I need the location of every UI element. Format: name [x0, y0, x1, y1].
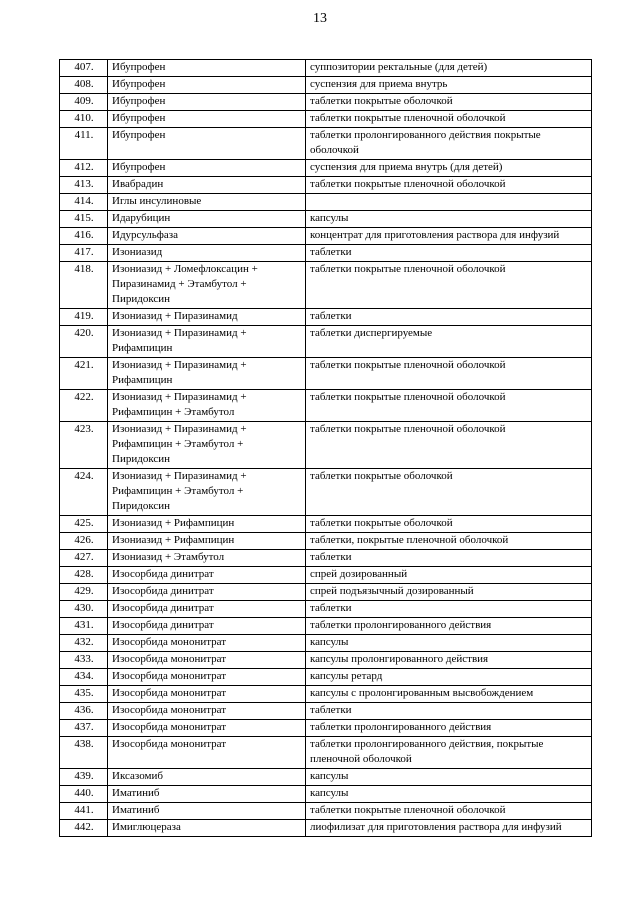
drug-name: Изониазид + Пиразинамид + Рифампицин + Этамбутол — [108, 390, 306, 422]
table-row — [60, 128, 592, 160]
drug-name: Идарубицин — [108, 211, 306, 228]
table-row — [60, 94, 592, 111]
table-row — [60, 390, 592, 422]
table-row — [60, 601, 592, 618]
dosage-form: таблетки покрытые пленочной оболочкой — [306, 177, 592, 194]
dosage-form — [306, 194, 592, 211]
drug-name: Изониазид + Этамбутол — [108, 550, 306, 567]
dosage-form: капсулы — [306, 211, 592, 228]
row-number: 433. — [60, 652, 108, 669]
row-number: 431. — [60, 618, 108, 635]
dosage-form: суспензия для приема внутрь — [306, 77, 592, 94]
drug-name: Изониазид + Пиразинамид + Рифампицин — [108, 326, 306, 358]
row-number: 413. — [60, 177, 108, 194]
drug-name: Изосорбида мононитрат — [108, 635, 306, 652]
table-row — [60, 686, 592, 703]
drug-name: Ибупрофен — [108, 60, 306, 77]
drug-name: Изониазид + Рифампицин — [108, 533, 306, 550]
table-row — [60, 422, 592, 469]
table-row — [60, 77, 592, 94]
table-row — [60, 228, 592, 245]
dosage-form: капсулы — [306, 769, 592, 786]
row-number: 420. — [60, 326, 108, 358]
drug-name: Иматиниб — [108, 786, 306, 803]
drug-name: Изосорбида мононитрат — [108, 686, 306, 703]
row-number: 438. — [60, 737, 108, 769]
dosage-form: таблетки пролонгированного действия покрытые оболочкой — [306, 128, 592, 160]
dosage-form: таблетки — [306, 550, 592, 567]
drug-name: Изосорбида мононитрат — [108, 737, 306, 769]
table-row — [60, 584, 592, 601]
dosage-form: таблетки — [306, 245, 592, 262]
table-row — [60, 786, 592, 803]
drug-name: Изониазид + Пиразинамид + Рифампицин — [108, 358, 306, 390]
dosage-form: таблетки покрытые пленочной оболочкой — [306, 111, 592, 128]
drug-name: Изосорбида мононитрат — [108, 652, 306, 669]
dosage-form: таблетки пролонгированного действия — [306, 720, 592, 737]
dosage-form: капсулы пролонгированного действия — [306, 652, 592, 669]
dosage-form: таблетки покрытые пленочной оболочкой — [306, 262, 592, 309]
row-number: 428. — [60, 567, 108, 584]
row-number: 437. — [60, 720, 108, 737]
dosage-form: лиофилизат для приготовления раствора для инфузий — [306, 820, 592, 837]
dosage-form: таблетки покрытые пленочной оболочкой — [306, 358, 592, 390]
table-row — [60, 803, 592, 820]
dosage-form: таблетки покрытые оболочкой — [306, 94, 592, 111]
dosage-form: капсулы — [306, 635, 592, 652]
table-row — [60, 769, 592, 786]
table-row — [60, 111, 592, 128]
drug-name: Изосорбида мононитрат — [108, 720, 306, 737]
drug-name: Изосорбида мононитрат — [108, 703, 306, 720]
dosage-form: таблетки покрытые пленочной оболочкой — [306, 422, 592, 469]
drug-name: Ивабрадин — [108, 177, 306, 194]
dosage-form: концентрат для приготовления раствора для инфузий — [306, 228, 592, 245]
table-row — [60, 703, 592, 720]
row-number: 442. — [60, 820, 108, 837]
drug-name: Изониазид + Пиразинамид + Рифампицин + Этамбутол + Пиридоксин — [108, 422, 306, 469]
row-number: 425. — [60, 516, 108, 533]
row-number: 415. — [60, 211, 108, 228]
row-number: 439. — [60, 769, 108, 786]
row-number: 435. — [60, 686, 108, 703]
row-number: 419. — [60, 309, 108, 326]
row-number: 423. — [60, 422, 108, 469]
drug-name: Ибупрофен — [108, 77, 306, 94]
row-number: 407. — [60, 60, 108, 77]
row-number: 418. — [60, 262, 108, 309]
table-row — [60, 516, 592, 533]
row-number: 409. — [60, 94, 108, 111]
table-row — [60, 358, 592, 390]
drug-name: Ибупрофен — [108, 128, 306, 160]
row-number: 427. — [60, 550, 108, 567]
drug-name: Изосорбида мононитрат — [108, 669, 306, 686]
drug-name: Изосорбида динитрат — [108, 584, 306, 601]
table-row — [60, 262, 592, 309]
table-row — [60, 820, 592, 837]
drug-name: Иматиниб — [108, 803, 306, 820]
table-row — [60, 737, 592, 769]
dosage-form: суспензия для приема внутрь (для детей) — [306, 160, 592, 177]
row-number: 422. — [60, 390, 108, 422]
row-number: 411. — [60, 128, 108, 160]
table-row — [60, 669, 592, 686]
dosage-form: таблетки диспергируемые — [306, 326, 592, 358]
row-number: 436. — [60, 703, 108, 720]
table-row — [60, 160, 592, 177]
drug-name: Иглы инсулиновые — [108, 194, 306, 211]
row-number: 421. — [60, 358, 108, 390]
row-number: 441. — [60, 803, 108, 820]
dosage-form: таблетки покрытые оболочкой — [306, 516, 592, 533]
row-number: 416. — [60, 228, 108, 245]
drug-name: Ибупрофен — [108, 94, 306, 111]
dosage-form: спрей подъязычный дозированный — [306, 584, 592, 601]
dosage-form: таблетки пролонгированного действия, покрытые пленочной оболочкой — [306, 737, 592, 769]
table-row — [60, 245, 592, 262]
row-number: 408. — [60, 77, 108, 94]
drug-name: Имиглюцераза — [108, 820, 306, 837]
table-row — [60, 326, 592, 358]
table-row — [60, 533, 592, 550]
row-number: 412. — [60, 160, 108, 177]
dosage-form: спрей дозированный — [306, 567, 592, 584]
drug-name: Изосорбида динитрат — [108, 618, 306, 635]
dosage-form: таблетки — [306, 703, 592, 720]
dosage-form: таблетки покрытые пленочной оболочкой — [306, 803, 592, 820]
table-row — [60, 567, 592, 584]
dosage-form: таблетки — [306, 309, 592, 326]
row-number: 424. — [60, 469, 108, 516]
dosage-form: таблетки пролонгированного действия — [306, 618, 592, 635]
table-row — [60, 635, 592, 652]
drug-name: Идурсульфаза — [108, 228, 306, 245]
drug-table — [59, 59, 592, 837]
drug-name: Изониазид — [108, 245, 306, 262]
table-row — [60, 652, 592, 669]
row-number: 434. — [60, 669, 108, 686]
row-number: 429. — [60, 584, 108, 601]
drug-name: Ибупрофен — [108, 111, 306, 128]
table-row — [60, 194, 592, 211]
row-number: 432. — [60, 635, 108, 652]
table-row — [60, 177, 592, 194]
page-number: 13 — [313, 11, 327, 26]
row-number: 417. — [60, 245, 108, 262]
drug-name: Изониазид + Ломефлоксацин + Пиразинамид + Этамбутол + Пиридоксин — [108, 262, 306, 309]
row-number: 440. — [60, 786, 108, 803]
row-number: 414. — [60, 194, 108, 211]
dosage-form: капсулы ретард — [306, 669, 592, 686]
dosage-form: суппозитории ректальные (для детей) — [306, 60, 592, 77]
dosage-form: таблетки — [306, 601, 592, 618]
dosage-form: таблетки, покрытые пленочной оболочкой — [306, 533, 592, 550]
dosage-form: капсулы — [306, 786, 592, 803]
row-number: 426. — [60, 533, 108, 550]
row-number: 430. — [60, 601, 108, 618]
dosage-form: таблетки покрытые пленочной оболочкой — [306, 390, 592, 422]
drug-name: Изосорбида динитрат — [108, 601, 306, 618]
table-row — [60, 60, 592, 77]
drug-name: Изосорбида динитрат — [108, 567, 306, 584]
dosage-form: капсулы с пролонгированным высвобождением — [306, 686, 592, 703]
dosage-form: таблетки покрытые оболочкой — [306, 469, 592, 516]
table-row — [60, 469, 592, 516]
row-number: 410. — [60, 111, 108, 128]
table-row — [60, 309, 592, 326]
table-row — [60, 618, 592, 635]
drug-name: Ибупрофен — [108, 160, 306, 177]
drug-name: Изониазид + Рифампицин — [108, 516, 306, 533]
drug-name: Иксазомиб — [108, 769, 306, 786]
drug-name: Изониазид + Пиразинамид + Рифампицин + Этамбутол + Пиридоксин — [108, 469, 306, 516]
table-row — [60, 211, 592, 228]
table-row — [60, 550, 592, 567]
drug-name: Изониазид + Пиразинамид — [108, 309, 306, 326]
drug-table-body — [60, 60, 592, 837]
table-row — [60, 720, 592, 737]
